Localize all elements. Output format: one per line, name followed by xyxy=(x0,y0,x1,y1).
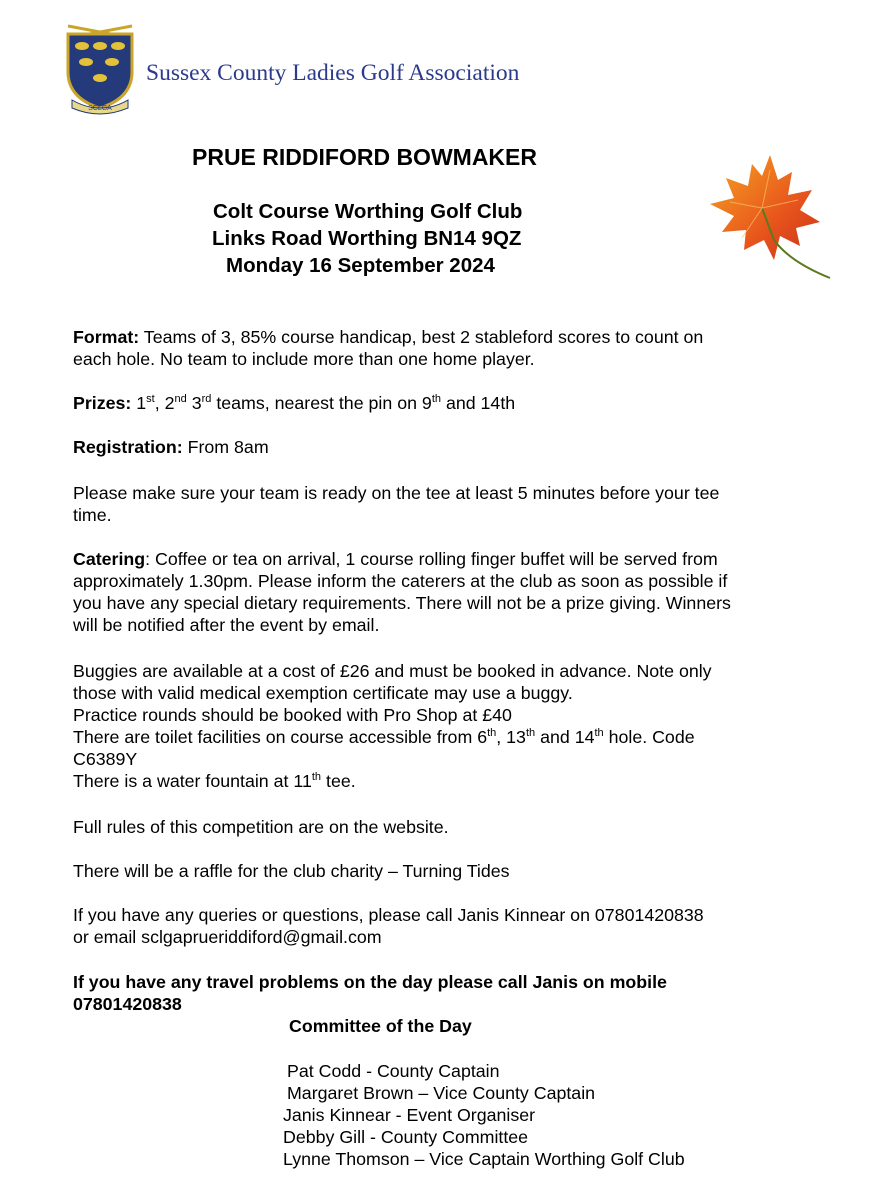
travel-phone: 07801420838 xyxy=(73,994,182,1014)
prizes-sup: st xyxy=(146,393,155,405)
raffle-line: There will be a raffle for the club charity – Turning Tides xyxy=(73,861,510,881)
prizes-sup: nd xyxy=(174,393,187,405)
water-text: tee. xyxy=(321,771,356,791)
committee-member: Pat Codd - County Captain xyxy=(287,1061,500,1081)
practice-line: Practice rounds should be booked with Pro Shop at £40 xyxy=(73,705,512,725)
facilities-section xyxy=(73,660,813,792)
rules-line: Full rules of this competition are on the website. xyxy=(73,817,449,837)
travel-line: If you have any travel problems on the day please call Janis on mobile xyxy=(73,972,667,992)
committee-member: Janis Kinnear - Event Organiser xyxy=(283,1105,536,1125)
catering-line: approximately 1.30pm. Please inform the caterers at the club as soon as possible if xyxy=(73,571,728,591)
queries-email: or email sclgaprueriddiford@gmail.com xyxy=(73,927,382,947)
buggies-line: Buggies are available at a cost of £26 and must be booked in advance. Note only xyxy=(73,661,712,681)
toilet-sup: th xyxy=(594,727,604,739)
format-line-2: each hole. No team to include more than one home player. xyxy=(73,349,535,369)
toilet-code: C6389Y xyxy=(73,749,138,769)
catering-line: : Coffee or tea on arrival, 1 course rolling finger buffet will be served from xyxy=(145,549,718,569)
committee-heading: Committee of the Day xyxy=(289,1016,472,1036)
toilet-text: hole. Code xyxy=(603,727,695,747)
toilet-sup: th xyxy=(487,727,497,739)
event-title: PRUE RIDDIFORD BOWMAKER xyxy=(192,144,537,170)
queries-line: If you have any queries or questions, please call Janis Kinnear on 07801420838 xyxy=(73,905,704,925)
toilet-text: There are toilet facilities on course accessible from 6 xyxy=(73,727,488,747)
prizes-text: and 14th xyxy=(441,393,516,413)
toilet-sup: th xyxy=(525,727,536,739)
format-section xyxy=(73,326,813,370)
catering-line: will be notified after the event by email. xyxy=(73,615,380,635)
water-text: There is a water fountain at 11 xyxy=(73,771,312,791)
toilet-text: , 13 xyxy=(496,727,526,747)
prizes-section xyxy=(73,392,813,414)
committee-member: Debby Gill - County Committee xyxy=(283,1127,529,1147)
tee-notice-line: time. xyxy=(73,505,112,525)
buggies-line: those with valid medical exemption certificate may use a buggy. xyxy=(73,683,573,703)
catering-section xyxy=(73,548,813,636)
sclga-crest-logo xyxy=(62,20,138,118)
prizes-text: , 2 xyxy=(154,393,175,413)
format-line-1: Teams of 3, 85% course handicap, best 2 stableford scores to count on xyxy=(139,327,704,347)
committee-member: Lynne Thomson – Vice Captain Worthing Golf Club xyxy=(283,1149,685,1169)
tee-notice-line: Please make sure your team is ready on the tee at least 5 minutes before your tee xyxy=(73,483,720,503)
crest-motto: SCLGA xyxy=(88,105,112,112)
registration-value: From 8am xyxy=(182,437,269,457)
water-sup: th xyxy=(311,771,322,783)
prizes-sup: rd xyxy=(201,393,212,405)
water-line xyxy=(73,770,813,792)
venue-line-1: Colt Course Worthing Golf Club xyxy=(213,200,523,223)
committee-member: Margaret Brown – Vice County Captain xyxy=(287,1083,596,1103)
registration-label: Registration: xyxy=(73,437,183,457)
prizes-text: 1 xyxy=(131,393,147,413)
registration-section xyxy=(73,436,813,458)
prizes-sup: th xyxy=(431,393,441,405)
catering-label: Catering xyxy=(73,549,146,569)
toilet-line xyxy=(73,726,813,748)
catering-line: you have any special dietary requirements. There will not be a prize giving. Winners xyxy=(73,593,731,613)
toilet-text: and 14 xyxy=(535,727,595,747)
tee-notice xyxy=(73,482,813,526)
prizes-text: teams, nearest the pin on 9 xyxy=(211,393,432,413)
event-date: Monday 16 September 2024 xyxy=(226,254,495,277)
travel-notice xyxy=(73,971,813,1015)
prizes-text: 3 xyxy=(186,393,202,413)
venue-line-2: Links Road Worthing BN14 9QZ xyxy=(212,227,522,250)
organisation-name: Sussex County Ladies Golf Association xyxy=(146,60,520,86)
format-label: Format: xyxy=(73,327,140,347)
prizes-label: Prizes: xyxy=(73,393,132,413)
queries-section xyxy=(73,904,813,948)
maple-leaf-icon xyxy=(700,150,834,282)
